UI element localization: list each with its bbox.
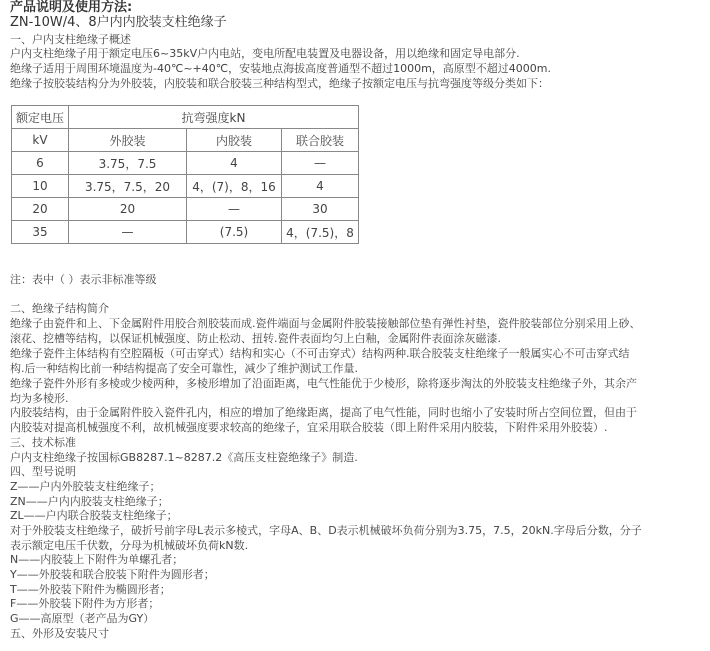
section-2-title: 二、绝缘子结构简介 <box>10 302 109 315</box>
cell-joint: 30 <box>282 198 359 221</box>
section-4-line: F——外胶装下附件为方形者； <box>10 597 160 610</box>
header-outer: 外胶装 <box>69 129 187 152</box>
cell-outer: — <box>69 221 187 244</box>
section-4-line: 表示额定电压千伏数，分母为机械破坏负荷kN数. <box>10 539 249 552</box>
cell-inner: 4 <box>187 152 282 175</box>
section-2-line: 内胶装对提高机械强度不利，故机械强度要求较高的绝缘子，宜采用联合胶装（即上附件采用内胶装，下附件采用外胶装）. <box>10 421 608 434</box>
header-joint: 联合胶装 <box>282 129 359 152</box>
header-unit: kV <box>12 129 69 152</box>
header-voltage: 额定电压 <box>12 106 69 129</box>
section-2-line: 均为多棱形. <box>10 392 69 405</box>
section-4-line: ZN——户内内胶装支柱绝缘子； <box>10 495 169 508</box>
product-model-title: ZN-10W/4、8户内内胶装支柱绝缘子 <box>10 15 227 30</box>
cell-inner: 4，(7)，8，16 <box>187 175 282 198</box>
table-row <box>12 221 359 244</box>
cell-joint: 4 <box>282 175 359 198</box>
header-strength: 抗弯强度kN <box>69 106 359 129</box>
section-4-line: Z——户内外胶装支柱绝缘子； <box>10 480 161 493</box>
section-1-title: 一、户内支柱绝缘子概述 <box>10 33 131 46</box>
section-3-line: 户内支柱绝缘子按国标GB8287.1~8287.2《高压支柱瓷绝缘子》制造. <box>10 451 358 464</box>
cell-kv: 6 <box>12 152 69 175</box>
product-heading: 产品说明及使用方法: <box>10 0 133 15</box>
cell-kv: 20 <box>12 198 69 221</box>
section-4-line: Y——外胶装和联合胶装下附件为圆形者； <box>10 568 215 581</box>
table-row <box>12 198 359 221</box>
section-3-title: 三、技术标准 <box>10 436 76 449</box>
cell-joint: 4，(7.5)，8 <box>282 221 359 244</box>
rating-table <box>11 105 359 244</box>
header-inner: 内胶装 <box>187 129 282 152</box>
cell-outer: 3.75，7.5，20 <box>69 175 187 198</box>
section-4-line: 对于外胶装支柱绝缘子，破折号前字母L表示多棱式，字母A、B、D表示机械破坏负荷分别为3.75，7.5，20kN.字母后分数，分子 <box>10 524 642 537</box>
cell-inner: — <box>187 198 282 221</box>
table-row <box>12 152 359 175</box>
cell-kv: 35 <box>12 221 69 244</box>
section-1-line: 户内支柱绝缘子用于额定电压6~35kV户内电站，变电所配电装置及电器设备，用以绝缘和固定导电部分. <box>10 47 520 60</box>
section-5-title: 五、外形及安装尺寸 <box>10 627 109 640</box>
section-4-title: 四、型号说明 <box>10 465 76 478</box>
section-4-line: T——外胶装下附件为椭圆形者； <box>10 583 171 596</box>
cell-kv: 10 <box>12 175 69 198</box>
section-4-line: G——高原型（老产品为GY） <box>10 612 155 625</box>
cell-outer: 20 <box>69 198 187 221</box>
section-2-line: 构.后一种结构比前一种结构提高了安全可靠性，减少了维护测试工作量. <box>10 362 358 375</box>
table-note: 注：表中（ ）表示非标准等级 <box>10 273 157 286</box>
section-4-line: ZL——户内联合胶装支柱绝缘子； <box>10 509 178 522</box>
section-2-line: 绝缘子瓷件主体结构有空腔隔板（可击穿式）结构和实心（不可击穿式）结构两种.联合胶装支柱绝缘子一般属实心不可击穿式结 <box>10 347 630 360</box>
section-4-line: N——内胶装上下附件为单螺孔者； <box>10 553 184 566</box>
section-2-line: 绝缘子由瓷件和上、下金属附件用胶合剂胶装而成.瓷件端面与金属附件胶装接触部位垫有弹性衬垫，瓷件胶装部位分别采用上砂、 <box>10 317 641 330</box>
cell-inner: (7.5) <box>187 221 282 244</box>
cell-outer: 3.75，7.5 <box>69 152 187 175</box>
section-2-line: 绝缘子瓷件外形有多棱或少棱两种，多棱形增加了沿面距离，电气性能优于少棱形，除将逐步淘汰的外胶装支柱绝缘子外，其余产 <box>10 377 637 390</box>
section-1-line: 绝缘子适用于周围环境温度为-40℃~+40℃，安装地点海拔高度普通型不超过1000m，高原型不超过4000m. <box>10 62 552 75</box>
section-2-line: 滚花、挖槽等结构，以保证机械强度、防止松动、扭转.瓷件表面均匀上白釉，金属附件表面涂灰磁漆. <box>10 332 501 345</box>
section-2-line: 内胶装结构，由于金属附件胶入瓷件孔内，相应的增加了绝缘距离，提高了电气性能，同时也缩小了安装时所占空间位置，但由于 <box>10 406 637 419</box>
section-1-line: 绝缘子按胶装结构分为外胶装，内胶装和联合胶装三种结构型式，绝缘子按额定电压与抗弯强度等级分类如下： <box>10 77 549 90</box>
cell-joint: — <box>282 152 359 175</box>
table-row <box>12 175 359 198</box>
